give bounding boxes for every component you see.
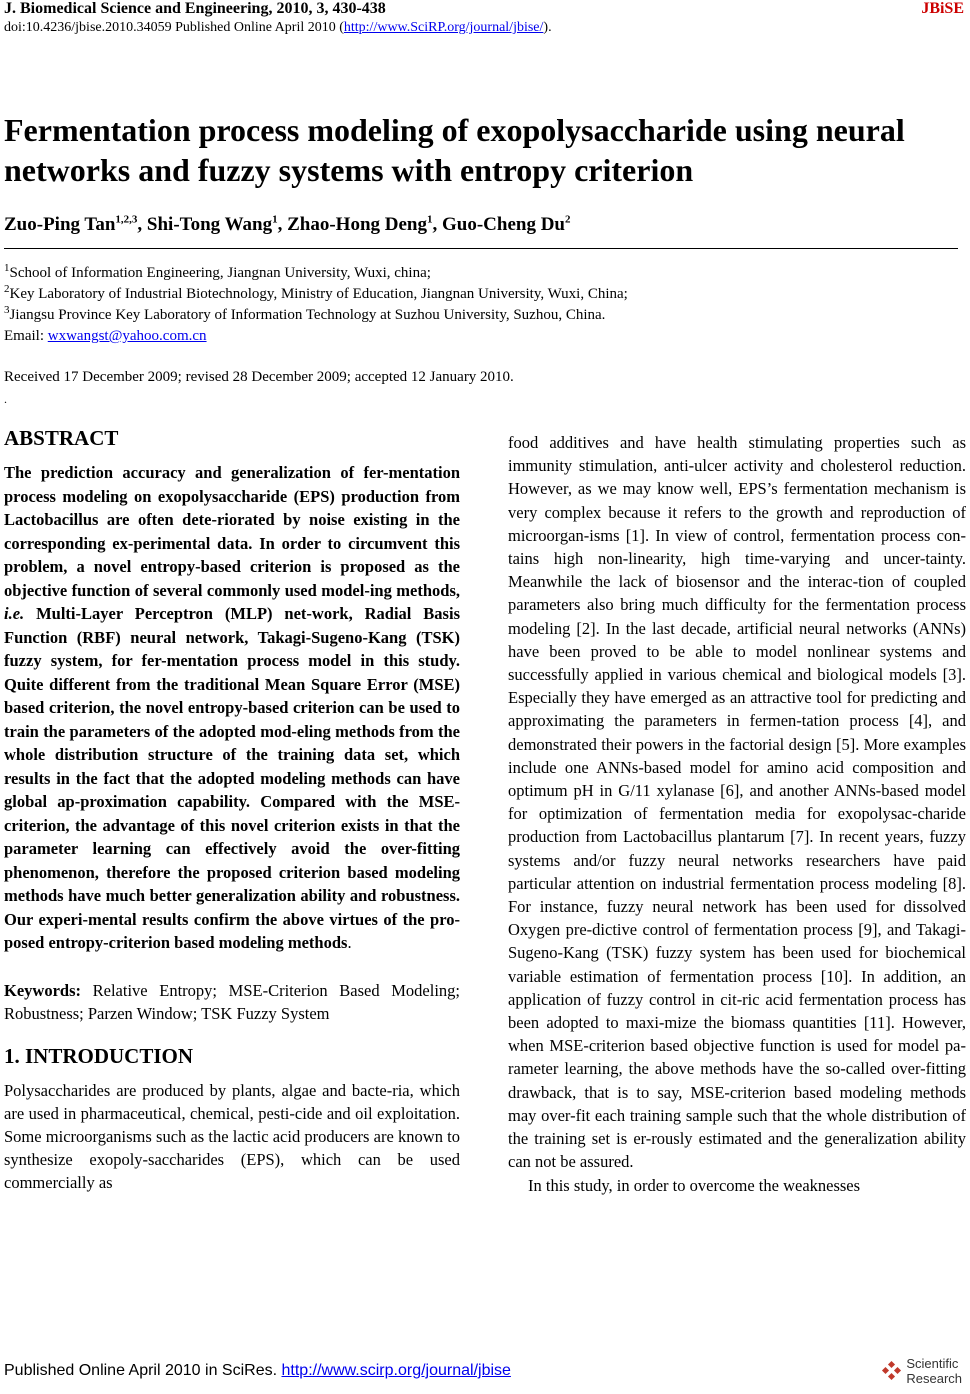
author-name: Guo-Cheng Du bbox=[441, 214, 565, 235]
paper-title: Fermentation process modeling of exopolysaccharide using neural networks and fuzzy systems with entropy criterion bbox=[4, 112, 905, 188]
author-separator: , bbox=[137, 214, 147, 235]
keywords-label: Keywords: bbox=[4, 980, 81, 1000]
affiliation-marker: 2 bbox=[4, 283, 10, 295]
abstract-body bbox=[4, 461, 460, 955]
intro-paragraph-left: Polysaccharides are produced by plants, algae and bacte-ria, which are used in pharmaceutical, chemical, pesti-cide and oil exploitation. Some microorganisms such as the lactic acid producers are known to synthesize exopoly-saccharides (EPS), which can be used commercially as bbox=[4, 1080, 460, 1193]
logo-line-2: Research bbox=[906, 1371, 962, 1386]
doi-suffix: ). bbox=[543, 20, 552, 35]
publisher-logo-text bbox=[906, 1356, 962, 1386]
abstract-text-part: Multi-Layer Perceptron (MLP) net-work, Radial Basis Function (RBF) neural network, Takagi-Sugeno-Kang (TSK) fuzzy system, for fer-mentation process model in this study. Quite different from the traditional Mean Square Error (MSE) based criterion, the novel entropy-based criterion can be used to train the parameters of the adopted mod-eling methods from the whole distribution structure of the training data set, which results in the fact that the adopted modeling methods can have global ap-proximation capability. Compared with the MSE-criterion, the advantage of this novel criterion exists in that the parameter learning can effectively avoid the over-fitting phenomenon, therefore the proposed criterion based modeling methods have much better generalization ability and robustness. Our experi-mental results confirm the above virtues of the pro-posed entropy-criterion based modeling methods bbox=[4, 604, 460, 952]
doi-line bbox=[4, 20, 552, 36]
author-separator: , bbox=[432, 214, 442, 235]
affiliation-2 bbox=[4, 283, 628, 303]
author-list bbox=[4, 214, 570, 236]
abstract-text-part: The prediction accuracy and generalization of fer-mentation process modeling on exopolysaccharide (EPS) production from Lactobacillus are often dete-riorated by noise existing in the corresponding ex-perimental data. In order to circumvent this problem, a novel entropy-based criterion is proposed as the objective function of several commonly used model-ing methods, bbox=[4, 463, 460, 600]
right-column bbox=[508, 431, 966, 1197]
keywords bbox=[4, 979, 460, 1026]
left-column bbox=[4, 426, 460, 1195]
stray-dot: . bbox=[4, 392, 7, 406]
affiliation-marker: 3 bbox=[4, 304, 10, 316]
publisher-logo bbox=[881, 1356, 962, 1386]
author-name: Zuo-Ping Tan bbox=[4, 214, 116, 235]
author-affiliation-marker: 2 bbox=[564, 213, 571, 226]
author-name: Zhao-Hong Deng bbox=[287, 214, 427, 235]
received-dates: Received 17 December 2009; revised 28 December 2009; accepted 12 January 2010. bbox=[4, 369, 514, 385]
header-divider bbox=[4, 248, 958, 249]
author-affiliation-marker: 1,2,3 bbox=[115, 213, 138, 226]
keywords-text: Relative Entropy; MSE-Criterion Based Modeling; Robustness; Parzen Window; TSK Fuzzy System bbox=[4, 980, 460, 1023]
journal-citation: J. Biomedical Science and Engineering, 2010, 3, 430-438 bbox=[4, 0, 386, 17]
affiliation-text: School of Information Engineering, Jiangnan University, Wuxi, china; bbox=[9, 265, 431, 281]
abstract-heading: ABSTRACT bbox=[4, 426, 119, 450]
footer-link[interactable]: http://www.scirp.org/journal/jbise bbox=[281, 1362, 511, 1379]
logo-line-1: Scientific bbox=[906, 1356, 959, 1371]
footer-prefix: Published Online April 2010 in SciRes. bbox=[4, 1362, 282, 1379]
affiliation-3 bbox=[4, 304, 606, 324]
doi-prefix: doi:10.4236/jbise.2010.34059 Published Online April 2010 ( bbox=[4, 20, 344, 35]
journal-link[interactable]: http://www.SciRP.org/journal/jbise/ bbox=[343, 20, 544, 35]
journal-brand: JBiSE bbox=[921, 0, 964, 17]
email-label: Email: bbox=[4, 328, 48, 344]
affiliation-text: Key Laboratory of Industrial Biotechnology, Ministry of Education, Jiangnan University, Wuxi, China; bbox=[9, 286, 628, 302]
author-separator: , bbox=[277, 214, 288, 235]
author-affiliation-marker: 1 bbox=[272, 213, 278, 226]
affiliation-marker: 1 bbox=[4, 262, 10, 274]
footer bbox=[4, 1362, 511, 1380]
intro-paragraph-next: In this study, in order to overcome the weaknesses bbox=[528, 1175, 861, 1195]
intro-paragraph-right: food additives and have health stimulating properties such as immunity stimulation, anti-ulcer activity and cholesterol reduction. However, as we may know well, EPS’s fermentation mechanism is very complex because it refers to the growth and reproduction of microorgan-isms [1]. In view of control, fermentation process con-tains high non-linearity, high time-varying and uncer-tainty. Meanwhile the lack of biosensor and the interac-tion of coupled parameters also bring much difficulty for the fermentation process modeling [2]. In the last decade, artificial neural networks (ANNs) have been proved to be able to model nonlinear systems and successfully applied in various chemical and biological models [3]. Especially they have emerged as an attractive tool for predicting and approximating the parameters in fermen-tation process [4], and demonstrated their powers in the factorial design [5]. More examples include one ANNs-based model for amino acid composition and optimum pH in G/11 xylanase [6], and another ANNs-based model for optimization of fermentation media for exopolysac-charide production from Lactobacillus plantarum [7]. In recent years, fuzzy systems and/or fuzzy neural networks researchers have paid particular attention on industrial fermentation process modeling [8]. For instance, fuzzy neural network has been used for dissolved Oxygen pre-dictive control of fermentation process [9], and Takagi-Sugeno-Kang (TSK) fuzzy system has been used for biochemical variable estimation of fermentation process [10]. In addition, an application of fuzzy control in cit-ric acid fermentation process has been adopted to maxi-mize the biomass quantities [11]. However, when MSE-criterion based objective function is used for model pa-rameter learning, the above methods have the so-called over-fitting drawback, that is to say, MSE-criterion based modeling methods may over-fit each training sample such that the whole distribution of the training set is er-rously estimated and the generalization ability can not be assured. bbox=[508, 433, 966, 1172]
author-affiliation-marker: 1 bbox=[426, 213, 433, 226]
author-name: Shi-Tong Wang bbox=[146, 214, 273, 235]
intro-heading: 1. INTRODUCTION bbox=[4, 1043, 194, 1068]
abstract-end: . bbox=[347, 933, 352, 952]
email-link[interactable]: wxwangst@yahoo.com.cn bbox=[47, 328, 207, 344]
affiliation-text: Jiangsu Province Key Laboratory of Information Technology at Suzhou University, Suzhou, China. bbox=[9, 307, 606, 323]
affiliation-1 bbox=[4, 262, 431, 282]
abstract-ie: i.e. bbox=[4, 604, 25, 623]
contact-email bbox=[4, 328, 207, 345]
scientific-research-logo-icon bbox=[881, 1360, 903, 1382]
